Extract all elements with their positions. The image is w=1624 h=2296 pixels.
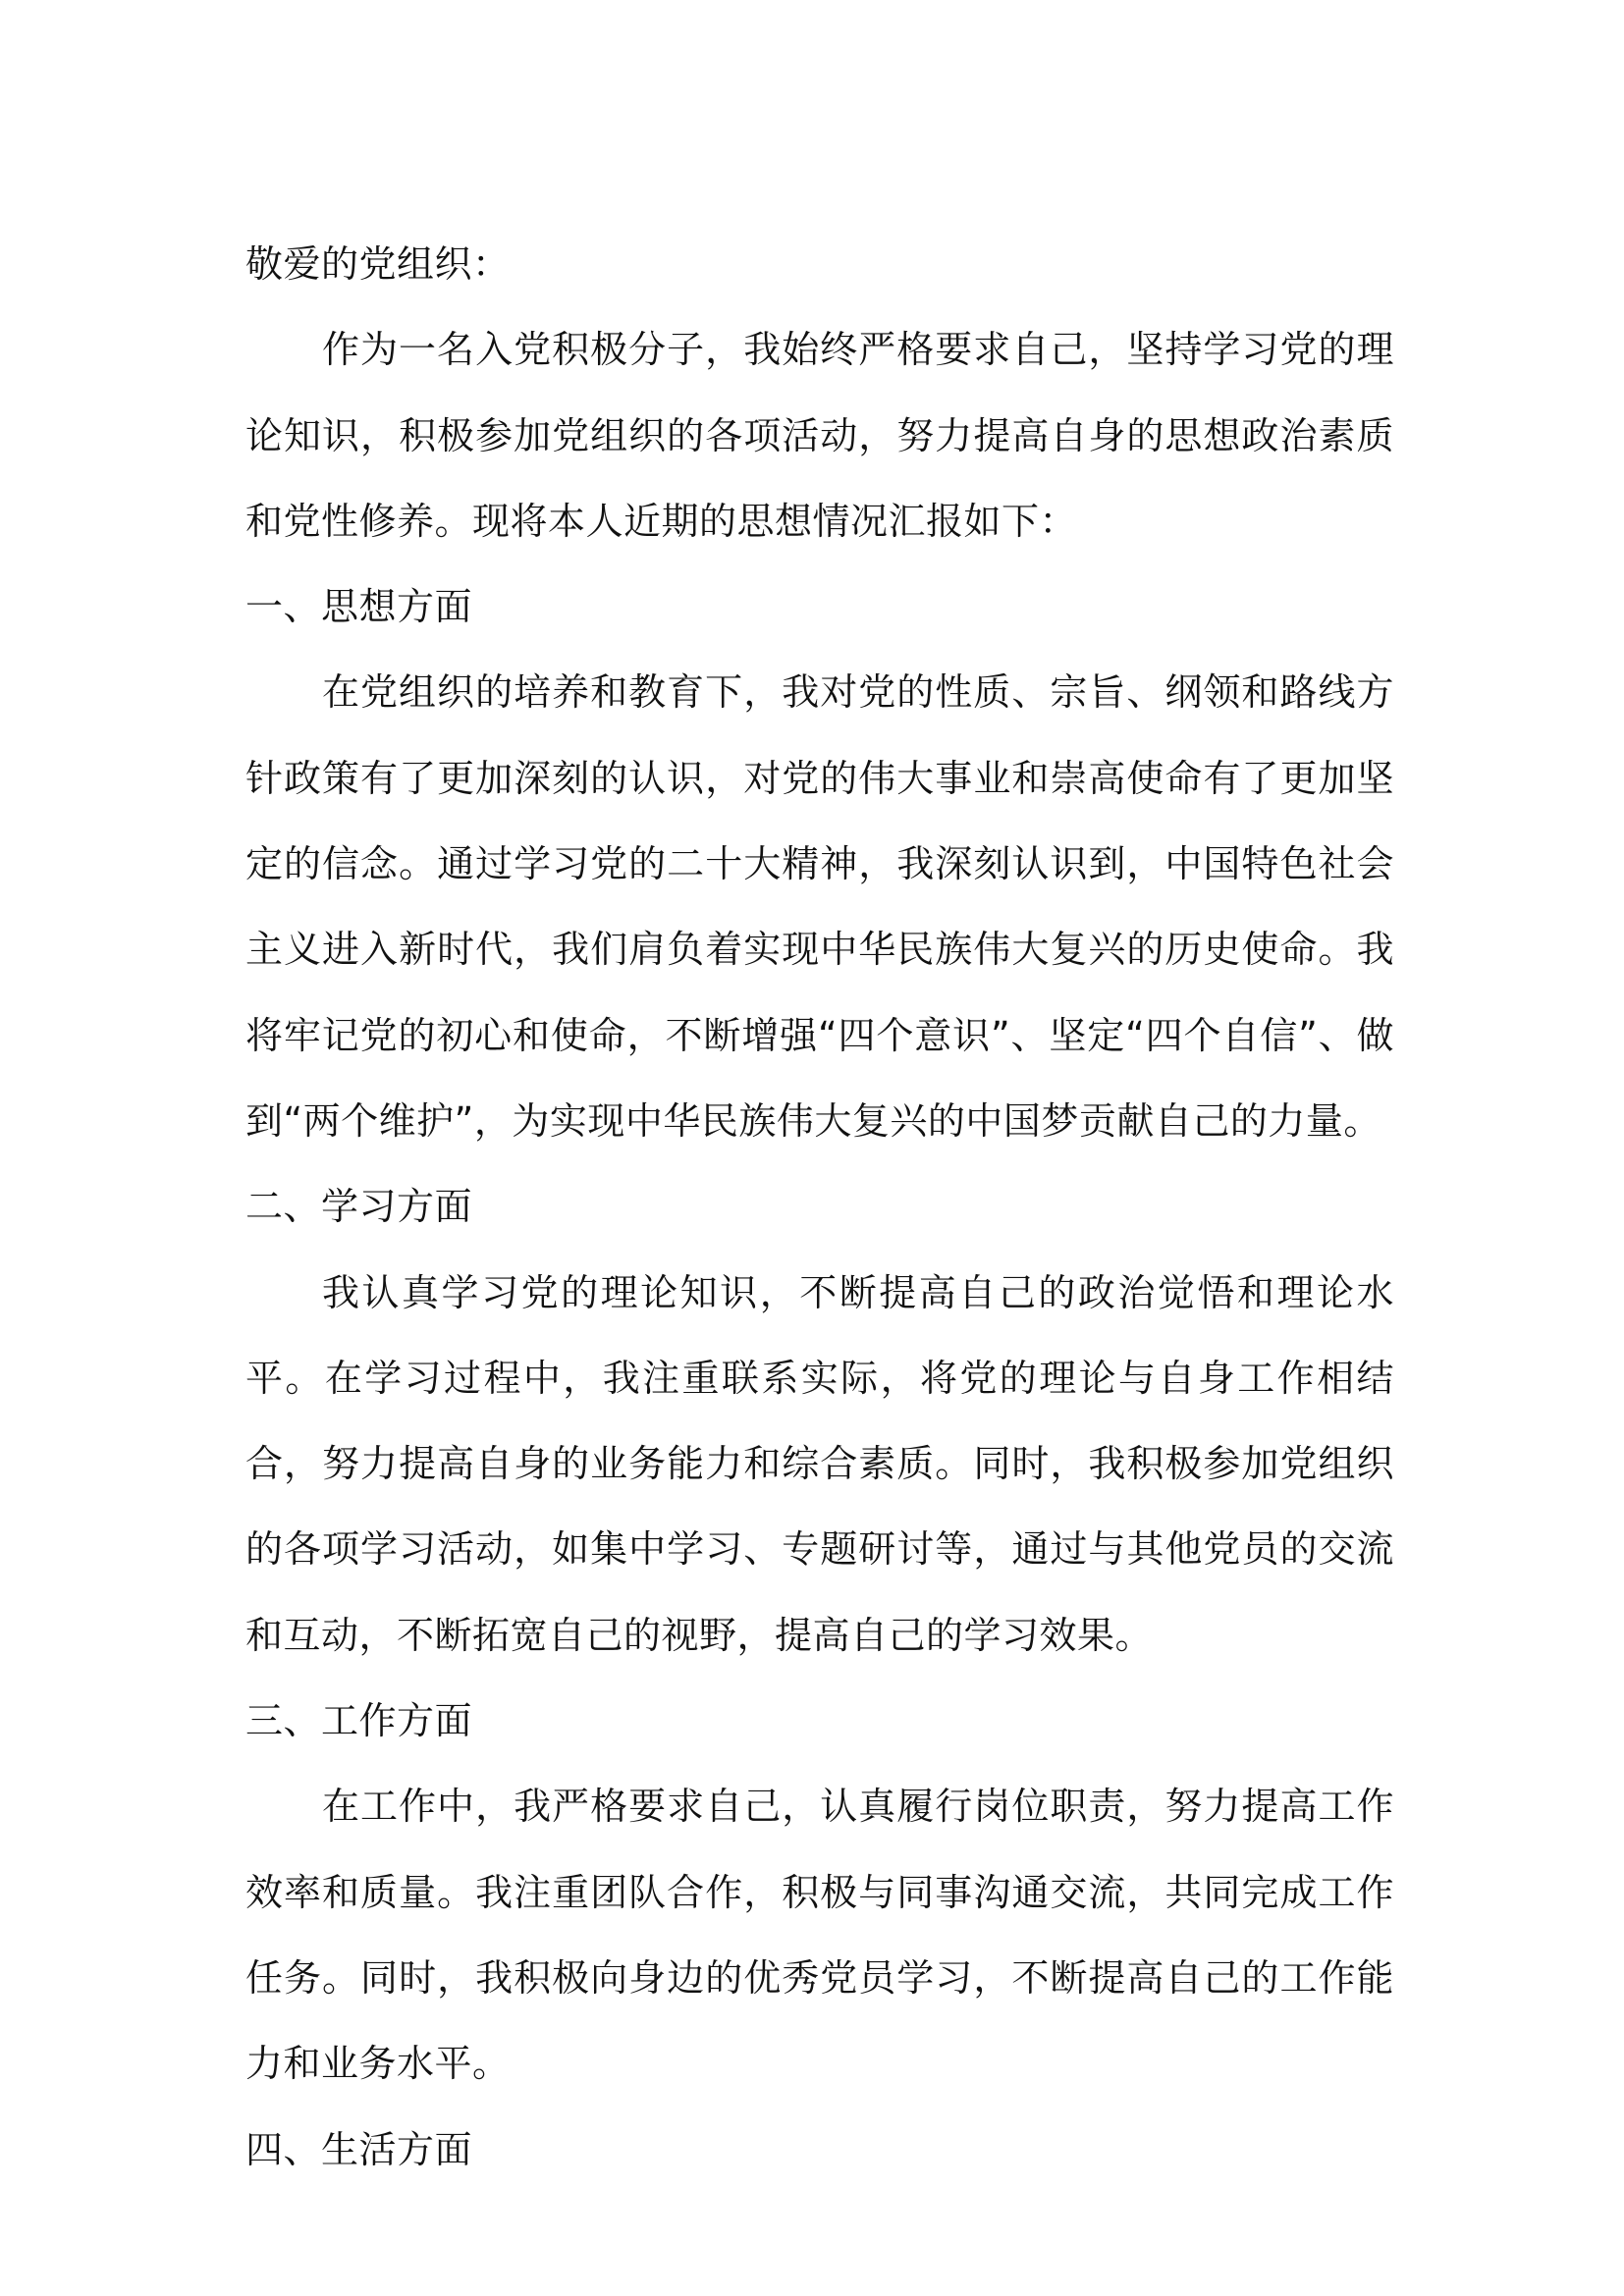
section-body-work: 在工作中，我严格要求自己，认真履行岗位职责，努力提高工作效率和质量。我注重团队合作，积极与同事沟通交流，共同完成工作任务。同时，我积极向身边的优秀党员学习，不断提高自己的工作能力和业务水平。 bbox=[245, 1785, 1394, 2086]
document-body bbox=[245, 222, 1394, 2193]
section-heading-study: 二、学习方面 bbox=[245, 1185, 473, 1229]
section-heading-thought: 一、思想方面 bbox=[245, 585, 473, 629]
section-body-thought: 在党组织的培养和教育下，我对党的性质、宗旨、纲领和路线方针政策有了更加深刻的认识，对党的伟大事业和崇高使命有了更加坚定的信念。通过学习党的二十大精神，我深刻认识到，中国特色社会主义进入新时代，我们肩负着实现中华民族伟大复兴的历史使命。我将牢记党的初心和使命，不断增强“四个意识”、坚定“四个自信”、做到“两个维护”，为实现中华民族伟大复兴的中国梦贡献自己的力量。 bbox=[245, 670, 1394, 1143]
section-heading-life: 四、生活方面 bbox=[245, 2127, 473, 2171]
intro-paragraph: 作为一名入党积极分子，我始终严格要求自己，坚持学习党的理论知识，积极参加党组织的各项活动，努力提高自身的思想政治素质和党性修养。现将本人近期的思想情况汇报如下： bbox=[245, 328, 1394, 543]
section-heading-work: 三、工作方面 bbox=[245, 1699, 473, 1743]
salutation: 敬爱的党组织： bbox=[245, 242, 511, 286]
section-body-study: 我认真学习党的理论知识，不断提高自己的政治觉悟和理论水平。在学习过程中，我注重联系实际，将党的理论与自身工作相结合，努力提高自身的业务能力和综合素质。同时，我积极参加党组织的各项学习活动，如集中学习、专题研讨等，通过与其他党员的交流和互动，不断拓宽自己的视野，提高自己的学习效果。 bbox=[245, 1270, 1394, 1657]
